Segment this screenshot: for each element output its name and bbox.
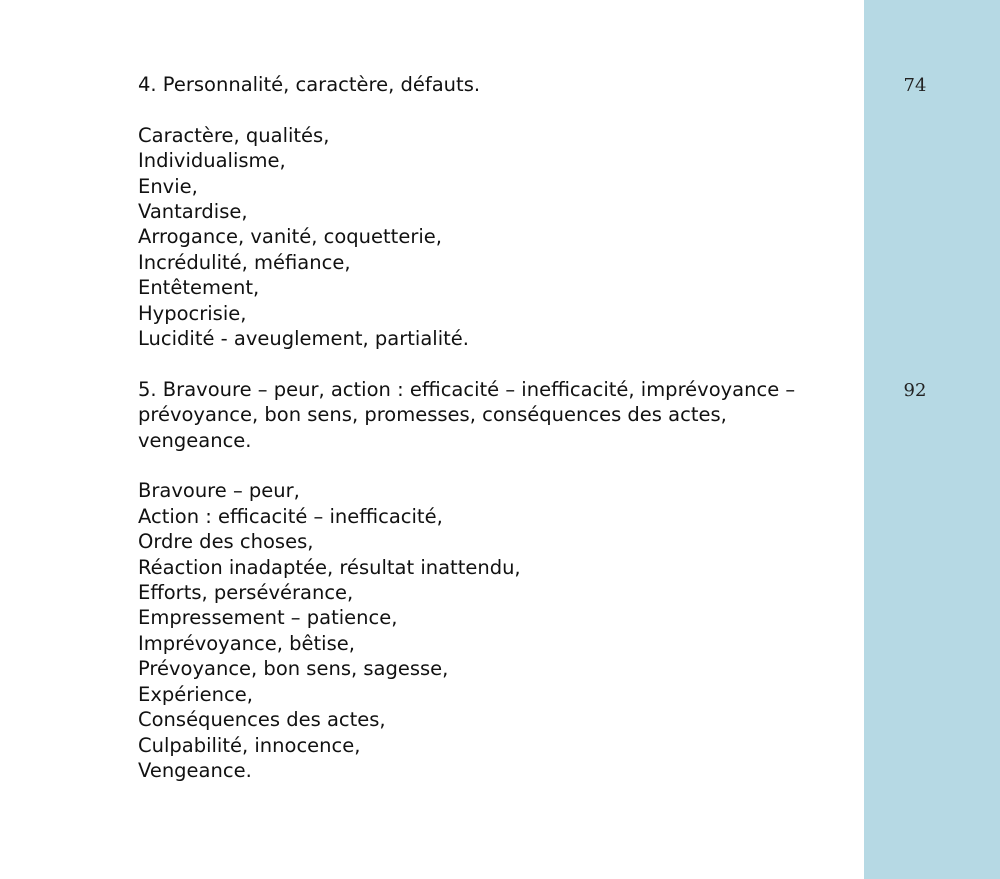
list-item: Conséquences des actes, xyxy=(138,708,386,732)
list-item: Caractère, qualités, xyxy=(138,123,330,147)
section-heading-line: prévoyance, bon sens, promesses, conséquences des actes, xyxy=(138,403,727,427)
list-item: Individualisme, xyxy=(138,149,286,173)
list-item: Hypocrisie, xyxy=(138,301,247,325)
page-number-section-5: 92 xyxy=(903,380,927,401)
list-item: Ordre des choses, xyxy=(138,530,314,554)
section-heading: 4. Personnalité, caractère, défauts. xyxy=(138,73,481,96)
list-item: Empressement – patience, xyxy=(138,606,398,630)
list-item: Imprévoyance, bêtise, xyxy=(138,631,355,655)
toc-section-4 xyxy=(138,72,838,351)
list-item: Vantardise, xyxy=(138,200,248,224)
page-number-margin xyxy=(864,0,1000,879)
section-heading-line: 5. Bravoure – peur, action : efficacité – inefficacité, imprévoyance – xyxy=(138,377,796,401)
table-of-contents xyxy=(138,72,838,783)
list-item: Vengeance. xyxy=(138,758,252,782)
section-heading-line: vengeance. xyxy=(138,428,252,452)
list-item: Culpabilité, innocence, xyxy=(138,733,361,757)
list-item: Expérience, xyxy=(138,682,253,706)
list-item: Bravoure – peur, xyxy=(138,479,300,503)
toc-section-5 xyxy=(138,377,838,783)
list-item: Lucidité - aveuglement, partialité. xyxy=(138,327,469,351)
list-item: Prévoyance, bon sens, sagesse, xyxy=(138,657,449,681)
page-number-section-4: 74 xyxy=(903,75,927,96)
list-item: Efforts, persévérance, xyxy=(138,581,354,605)
list-item: Arrogance, vanité, coquetterie, xyxy=(138,225,442,249)
list-item: Envie, xyxy=(138,174,198,198)
list-item: Réaction inadaptée, résultat inattendu, xyxy=(138,555,521,579)
list-item: Incrédulité, méfiance, xyxy=(138,250,351,274)
list-item: Action : efficacité – inefficacité, xyxy=(138,504,443,528)
list-item: Entêtement, xyxy=(138,276,260,300)
